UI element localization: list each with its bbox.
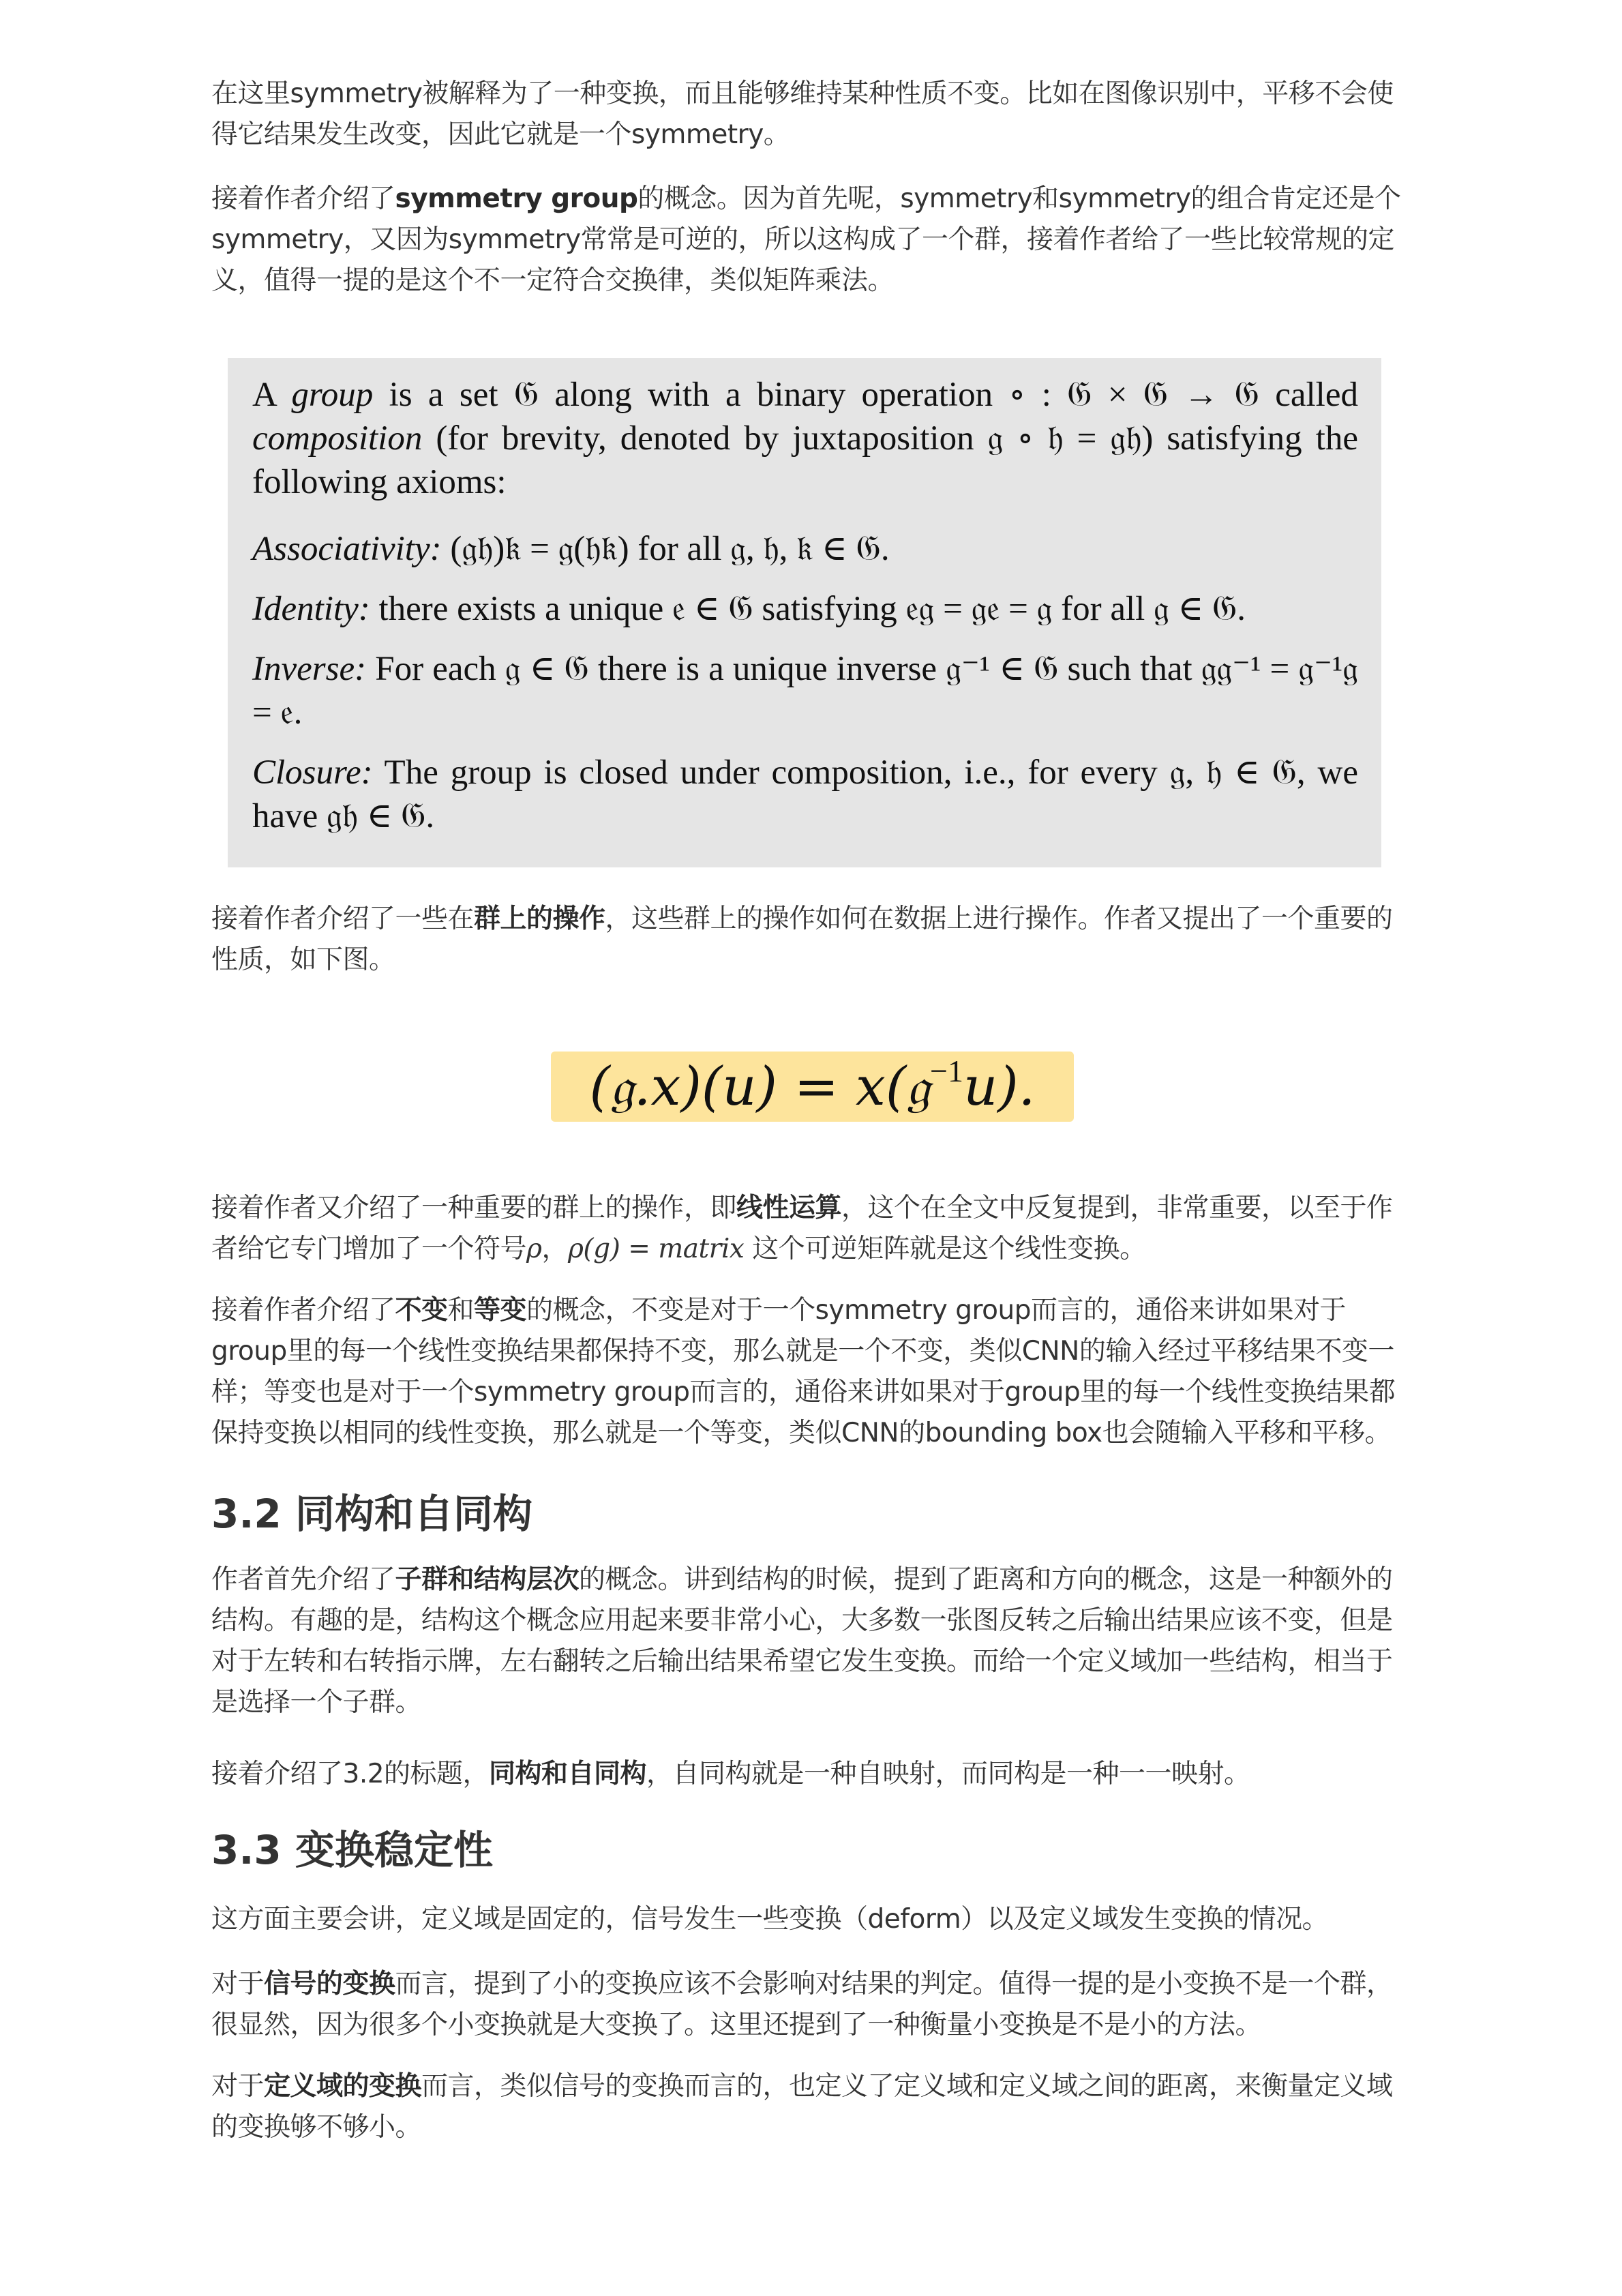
axiom-text: there exists a unique 𝔢 ∈ 𝔊 satisfying 𝔢𝔤 = 𝔤𝔢 = 𝔤 for all 𝔤 ∈ 𝔊.	[370, 590, 1246, 628]
axiom-text: The group is closed under composition, i.e., for every 𝔤, 𝔥 ∈ 𝔊, we have 𝔤𝔥 ∈ 𝔊.	[252, 754, 1358, 835]
definition-text: (for brevity, denoted by juxtaposition 𝔤 ∘ 𝔥 = 𝔤𝔥) satisfying the following axioms:	[252, 419, 1358, 501]
axiom-closure	[252, 751, 1358, 838]
axiom-label: Identity:	[252, 590, 370, 628]
paragraph-subgroups	[211, 1560, 1411, 1723]
paragraph-group-operations	[211, 899, 1411, 981]
definition-intro	[252, 373, 1358, 504]
paragraph-text: 这个可逆矩阵就是这个线性变换。	[744, 1234, 1146, 1264]
paragraph-text: 而言，类似信号的变换而言的，也定义了定义域和定义域之间的距离，来衡量定义域的变换够不够小。	[211, 2071, 1393, 2143]
paragraph-isomorphism	[211, 1754, 1411, 1795]
axiom-label: Closure:	[252, 754, 373, 792]
axiom-text: (𝔤𝔥)𝔨 = 𝔤(𝔥𝔨) for all 𝔤, 𝔥, 𝔨 ∈ 𝔊.	[441, 530, 890, 568]
inline-math: ρ	[526, 1234, 542, 1264]
definition-text: A	[252, 376, 292, 414]
paragraph-symmetry-intro	[211, 74, 1411, 155]
paragraph-text: 接着作者介绍了	[211, 1295, 395, 1326]
paragraph-text: 这方面主要会讲，定义域是固定的，信号发生一些变换（deform）以及定义域发生变换的情况。	[211, 1904, 1329, 1935]
paragraph-text: 接着作者又介绍了一种重要的群上的操作，即	[211, 1193, 737, 1223]
paragraph-text: 作者首先介绍了	[211, 1564, 395, 1595]
axiom-label: Associativity:	[252, 530, 442, 568]
definition-text: is a set 𝔊 along with a binary operation ∘ : 𝔊 × 𝔊 → 𝔊 called	[373, 376, 1358, 414]
formula-lhs: (𝔤.x)(u) = x(𝔤	[589, 1056, 931, 1118]
inline-math: ρ(g) = matrix	[567, 1234, 745, 1264]
paragraph-text: ，自同构就是一种自映射，而同构是一种一一映射。	[646, 1759, 1250, 1789]
definition-term: composition	[252, 419, 423, 458]
paragraph-text: 的概念。讲到结构的时候，提到了距离和方向的概念，这是一种额外的结构。有趣的是，结构这个概念应用起来要非常小心，大多数一张图反转之后输出结果应该不变，但是对于左转和右转指示牌，左右翻转之后输出结果希望它发生变换。而给一个定义域加一些结构，相当于是选择一个子群。	[211, 1564, 1393, 1718]
paragraph-invariance-equivariance	[211, 1290, 1411, 1454]
paragraph-text: 的概念，不变是对于一个symmetry group而言的，通俗来讲如果对于group里的每一个线性变换结果都保持不变，那么就是一个不变，类似CNN的输入经过平移结果不变一样；等变也是对于一个symmetry group而言的，通俗来讲如果对于group里的每一个线性变换结果都保持变换以相同的线性变换，那么就是一个等变，类似CNN的bounding box也会随输入平移和平移。	[211, 1295, 1396, 1448]
formula-rhs: u).	[963, 1056, 1036, 1118]
bold-term: 定义域的变换	[264, 2071, 422, 2102]
axiom-identity	[252, 587, 1358, 631]
bold-term: 子群和结构层次	[395, 1564, 580, 1595]
bold-term: 群上的操作	[474, 904, 605, 934]
paragraph-text: 和	[447, 1295, 475, 1326]
axiom-associativity	[252, 527, 1358, 571]
paragraph-text: 而言，提到了小的变换应该不会影响对结果的判定。值得一提的是小变换不是一个群，很显然，因为很多个小变换就是大变换了。这里还提到了一种衡量小变换是不是小的方法。	[211, 1969, 1393, 2040]
section-heading-3-2: 3.2 同构和自同构	[211, 1491, 532, 1537]
paragraph-text: ，这些群上的操作如何在数据上进行操作。作者又提出了一个重要的性质，如下图。	[211, 904, 1393, 975]
paragraph-text: 接着作者介绍了	[211, 183, 395, 214]
paragraph-domain-deformation	[211, 2066, 1411, 2148]
paragraph-text: 接着作者介绍了一些在	[211, 904, 475, 934]
paragraph-symmetry-group	[211, 179, 1411, 301]
paragraph-linear-operation	[211, 1188, 1411, 1270]
paragraph-deformation-intro	[211, 1899, 1411, 1940]
bold-term: 不变	[395, 1295, 448, 1326]
paragraph-text: ，	[541, 1234, 568, 1264]
definition-term: group	[291, 376, 374, 414]
paragraph-text: 的概念。因为首先呢，symmetry和symmetry的组合肯定还是个symmetry，又因为symmetry常常是可逆的，所以这构成了一个群，接着作者给了一些比较常规的定义，值得一提的是这个不一定符合交换律，类似矩阵乘法。	[211, 183, 1401, 296]
bold-term: symmetry group	[395, 183, 638, 214]
axiom-inverse	[252, 647, 1358, 734]
group-action-formula	[551, 1052, 1074, 1122]
bold-term: 同构和自同构	[489, 1759, 647, 1789]
paragraph-text: 在这里symmetry被解释为了一种变换，而且能够维持某种性质不变。比如在图像识别中，平移不会使得它结果发生改变，因此它就是一个symmetry。	[211, 78, 1394, 150]
paragraph-text: ，这个在全文中反复提到，非常重要，以至于作者给它专门增加了一个符号	[211, 1193, 1393, 1264]
group-definition-figure	[228, 358, 1381, 867]
section-heading-3-3: 3.3 变换稳定性	[211, 1827, 493, 1873]
axiom-label: Inverse:	[252, 650, 367, 688]
paragraph-text: 接着介绍了3.2的标题，	[211, 1759, 490, 1789]
bold-term: 线性运算	[736, 1193, 842, 1223]
bold-term: 信号的变换	[264, 1969, 395, 1999]
paragraph-signal-deformation	[211, 1964, 1411, 2046]
bold-term: 等变	[474, 1295, 527, 1326]
paragraph-text: 对于	[211, 1969, 265, 1999]
paragraph-text: 对于	[211, 2071, 265, 2102]
formula-superscript: −1	[930, 1054, 963, 1088]
axiom-text: For each 𝔤 ∈ 𝔊 there is a unique inverse 𝔤⁻¹ ∈ 𝔊 such that 𝔤𝔤⁻¹ = 𝔤⁻¹𝔤 = 𝔢.	[252, 650, 1358, 732]
